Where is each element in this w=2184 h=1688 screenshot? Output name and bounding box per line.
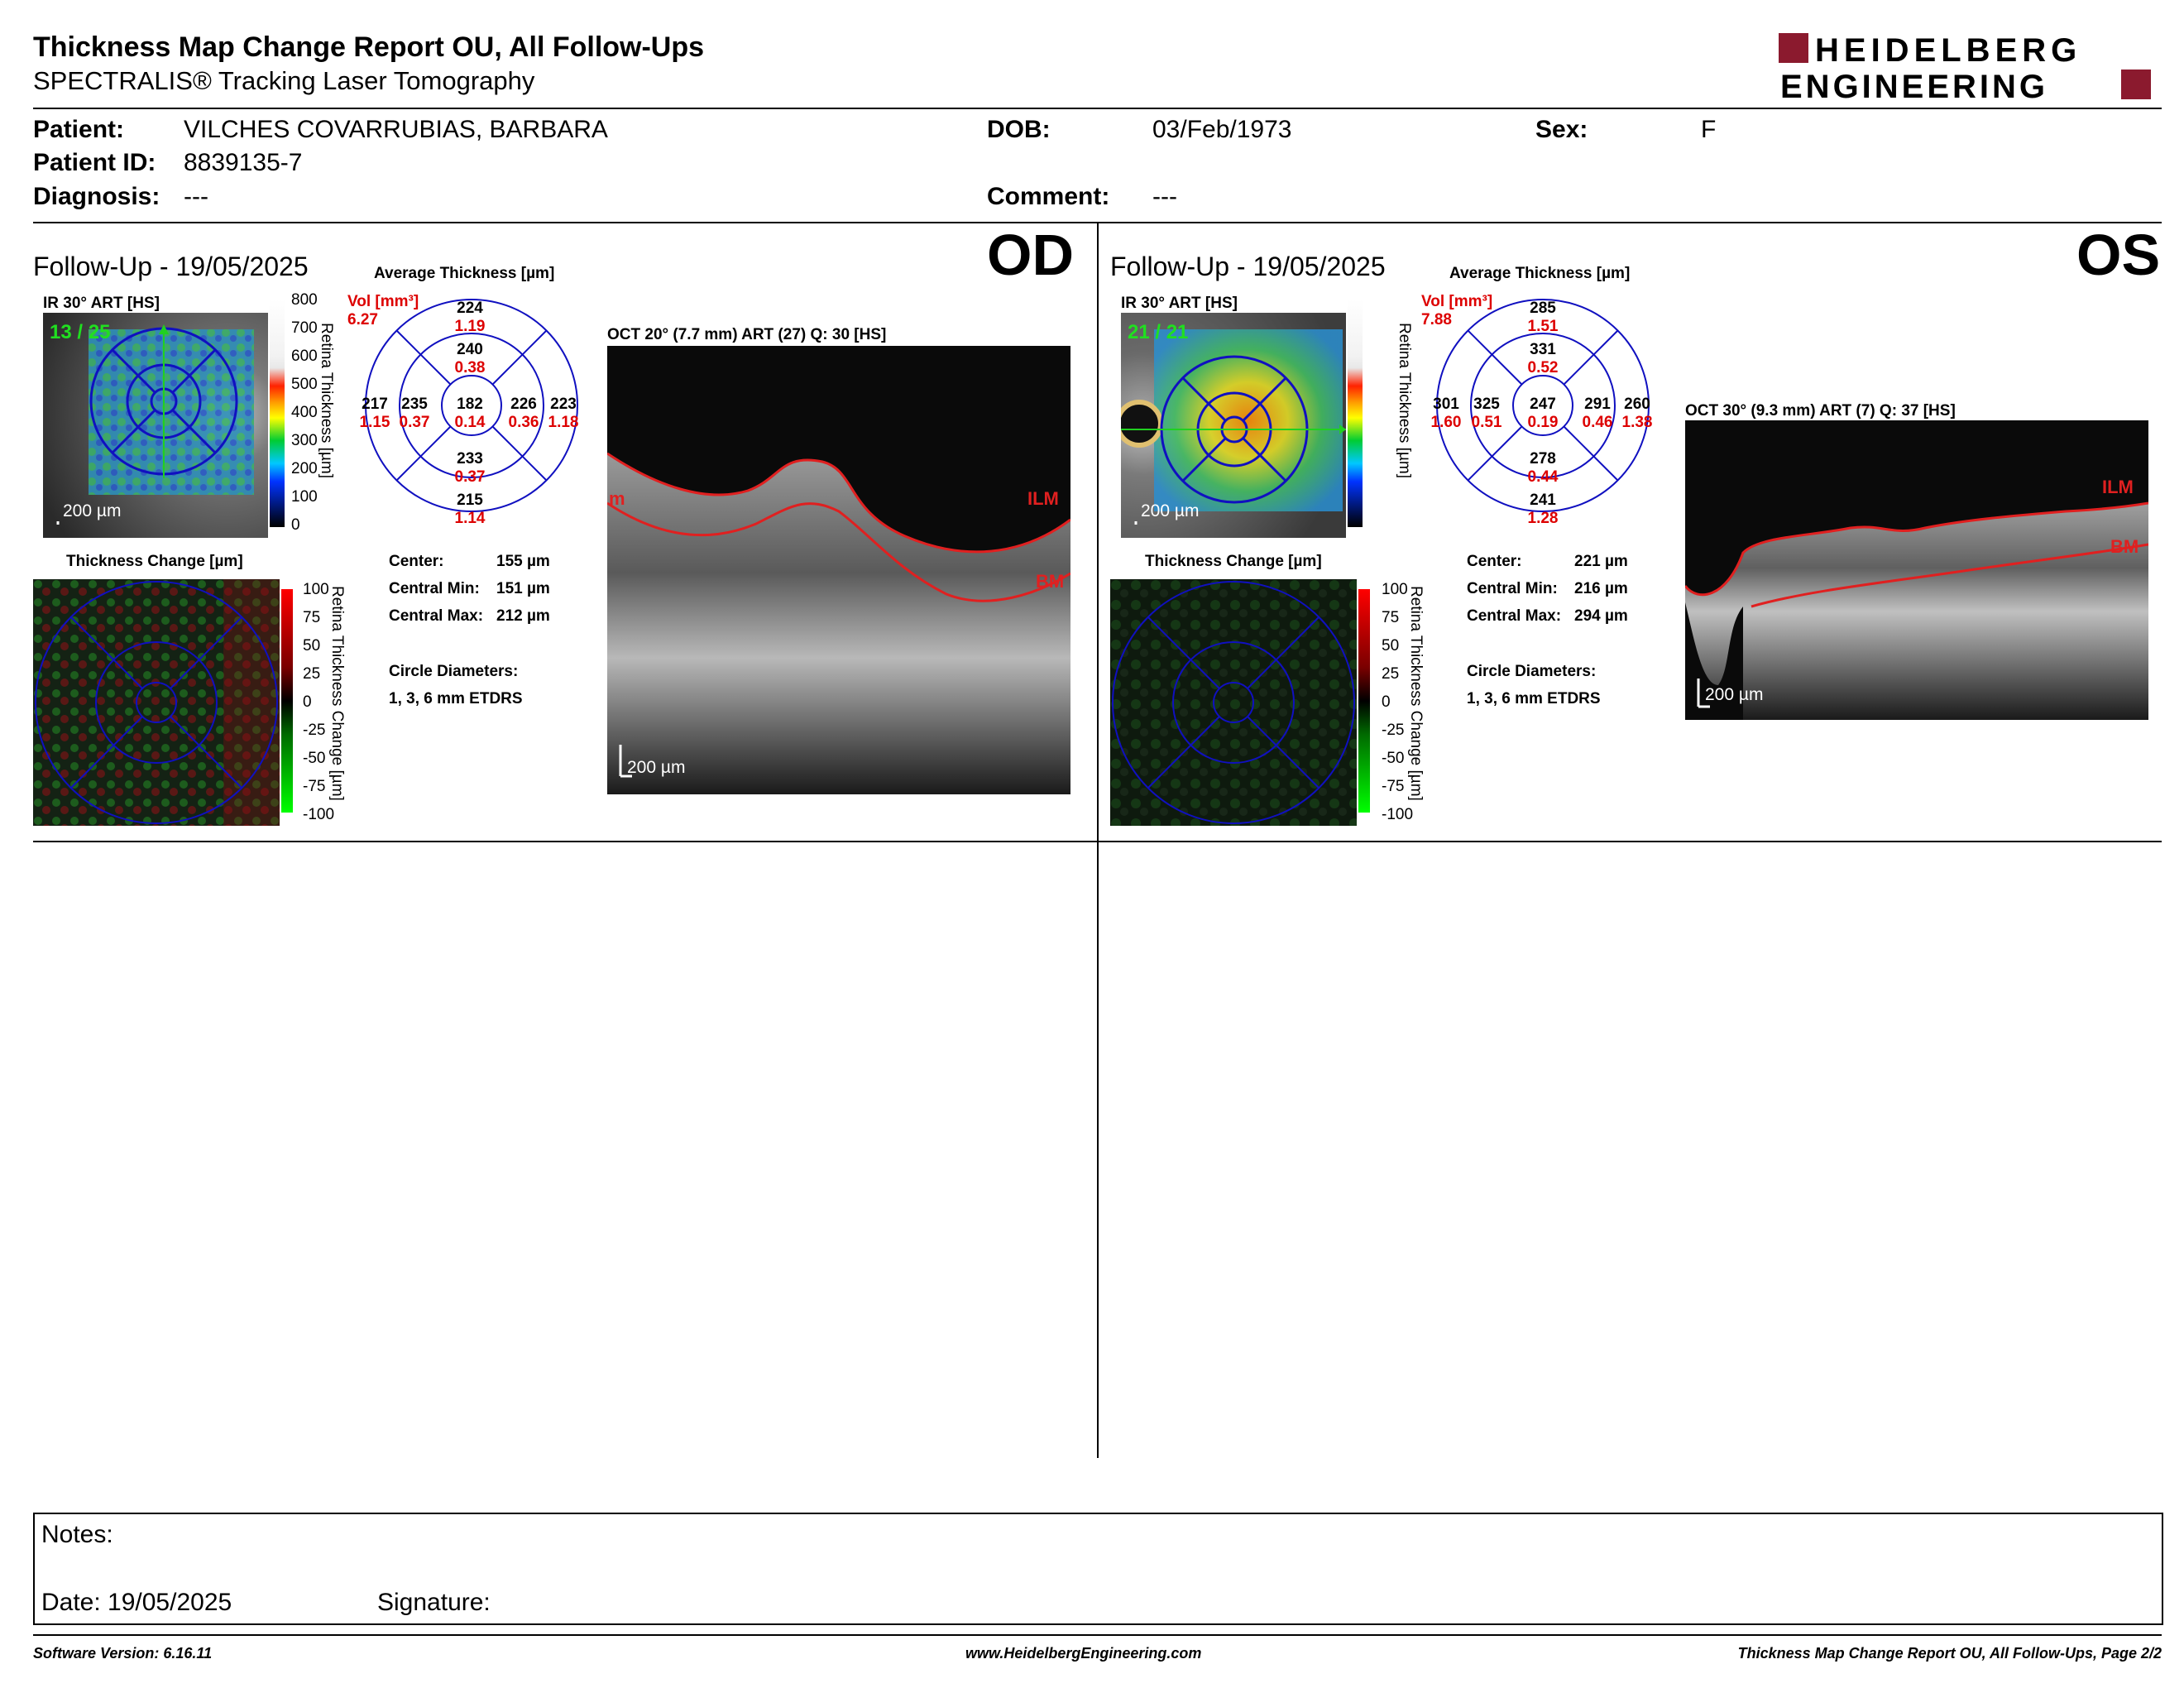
os-oct-bscan	[1685, 420, 2148, 720]
od-sector-outer-left: 217 1.15	[359, 396, 390, 431]
os-change-title: Thickness Change [µm]	[1145, 553, 1322, 570]
change-tick: 25	[1382, 665, 1400, 683]
change-tick: -100	[303, 806, 335, 823]
website-link[interactable]: www.HeidelbergEngineering.com	[965, 1645, 1202, 1662]
od-ir-scale: 200 µm	[63, 501, 122, 520]
os-sector-inner-bottom: 278 0.44	[1527, 450, 1559, 486]
os-sector-outer-left: 301 1.60	[1430, 396, 1462, 431]
od-circle-value: 1, 3, 6 mm ETDRS	[389, 690, 523, 707]
change-tick: 75	[303, 609, 321, 626]
od-min-value: 151 µm	[496, 580, 550, 597]
change-tick: 75	[1382, 609, 1400, 626]
thickness-tick: 400	[291, 404, 318, 421]
od-max-label: Central Max:	[389, 607, 484, 625]
thickness-tick: 700	[291, 319, 318, 337]
software-version: Software Version: 6.16.11	[33, 1645, 213, 1662]
os-oct-label: OCT 30° (9.3 mm) ART (7) Q: 37 [HS]	[1685, 402, 1956, 420]
os-center-value: 221 µm	[1574, 553, 1628, 570]
patient-label: Patient:	[33, 116, 125, 143]
page-info: Thickness Map Change Report OU, All Follow-Ups, Page 2/2	[1737, 1645, 2162, 1662]
change-tick: 100	[303, 581, 329, 598]
os-max-label: Central Max:	[1467, 607, 1562, 625]
os-change-map	[1110, 579, 1357, 826]
os-change-scale-title: Retina Thickness Change [µm]	[1407, 586, 1425, 801]
os-max-value: 294 µm	[1574, 607, 1628, 625]
od-change-title: Thickness Change [µm]	[66, 553, 243, 570]
os-min-label: Central Min:	[1467, 580, 1558, 597]
change-tick: 100	[1382, 581, 1408, 598]
diagnosis-label: Diagnosis:	[33, 183, 160, 210]
os-eye-label: OS	[2076, 223, 2161, 287]
notes-date: Date: 19/05/2025	[41, 1589, 232, 1616]
thickness-tick: 600	[291, 348, 318, 365]
footer-divider	[33, 1634, 2162, 1636]
os-circle-value: 1, 3, 6 mm ETDRS	[1467, 690, 1601, 707]
patient-id: 8839135-7	[184, 149, 303, 176]
os-ilm-label: ILM	[2102, 477, 2134, 497]
sex-label: Sex:	[1535, 116, 1588, 143]
thickness-tick: 0	[291, 516, 300, 534]
od-ir-label: IR 30° ART [HS]	[43, 295, 160, 312]
od-thickness-scale-title: Retina Thickness [µm]	[318, 323, 335, 478]
od-ilm-left-label: m	[609, 488, 625, 509]
os-thickness-scale-title: Retina Thickness [µm]	[1396, 323, 1413, 478]
os-section-bottom	[1099, 841, 2162, 842]
od-thickness-colorbar	[270, 300, 285, 527]
change-tick: -75	[1382, 778, 1405, 795]
od-sector-outer-right: 223 1.18	[548, 396, 579, 431]
od-change-scale-title: Retina Thickness Change [µm]	[328, 586, 346, 801]
od-ir-count: 13 / 25	[50, 321, 111, 343]
od-vol-label: Vol [mm³] 6.27	[347, 293, 419, 328]
od-ir-thickness-image	[43, 313, 268, 538]
comment-value: ---	[1152, 183, 1177, 210]
os-bm-label: BM	[2110, 536, 2139, 557]
os-center-label: Center:	[1467, 553, 1522, 570]
od-sector-inner-right: 226 0.36	[508, 396, 539, 431]
os-sector-inner-right: 291 0.46	[1582, 396, 1613, 431]
signature-label: Signature:	[377, 1589, 491, 1616]
change-tick: 0	[1382, 693, 1391, 711]
os-vol-label: Vol [mm³] 7.88	[1421, 293, 1493, 328]
change-tick: -100	[1382, 806, 1414, 823]
os-min-value: 216 µm	[1574, 580, 1628, 597]
dob-value: 03/Feb/1973	[1152, 116, 1292, 143]
os-ir-scale: 200 µm	[1141, 501, 1200, 520]
od-circle-label: Circle Diameters:	[389, 663, 519, 680]
od-change-colorbar	[281, 589, 293, 813]
notes-label: Notes:	[41, 1521, 113, 1548]
patient-id-label: Patient ID:	[33, 149, 156, 176]
od-oct-bscan	[607, 346, 1070, 794]
od-followup-date: Follow-Up - 19/05/2025	[33, 252, 309, 281]
os-ir-label: IR 30° ART [HS]	[1121, 295, 1238, 312]
thickness-tick: 200	[291, 460, 318, 477]
notes-box	[33, 1513, 2163, 1625]
od-vol-value: 6.27	[347, 311, 378, 328]
report-subtitle: SPECTRALIS® Tracking Laser Tomography	[33, 66, 535, 95]
os-sector-center: 247 0.19	[1527, 396, 1559, 431]
os-ir-thickness-image	[1121, 313, 1346, 538]
thickness-tick: 500	[291, 376, 318, 393]
os-followup-date: Follow-Up - 19/05/2025	[1110, 252, 1386, 281]
od-oct-scale: 200 µm	[627, 758, 686, 777]
report-title: Thickness Map Change Report OU, All Follow-Ups	[33, 31, 705, 63]
os-sector-outer-bottom: 241 1.28	[1527, 492, 1559, 527]
od-min-label: Central Min:	[389, 580, 480, 597]
od-sector-inner-bottom: 233 0.37	[454, 450, 486, 486]
os-sector-inner-top: 331 0.52	[1527, 341, 1559, 376]
os-sector-outer-right: 260 1.38	[1621, 396, 1653, 431]
change-tick: -25	[303, 722, 326, 739]
change-tick: -50	[303, 750, 326, 767]
od-sector-outer-bottom: 215 1.14	[454, 492, 486, 527]
os-sector-inner-left: 325 0.51	[1471, 396, 1502, 431]
od-sector-inner-left: 235 0.37	[399, 396, 430, 431]
logo-line1: HEIDELBERG	[1815, 32, 2082, 69]
od-max-value: 212 µm	[496, 607, 550, 625]
diagnosis-value: ---	[184, 183, 208, 210]
od-sector-inner-top: 240 0.38	[454, 341, 486, 376]
heidelberg-logo	[1779, 30, 2151, 104]
os-avg-title: Average Thickness [µm]	[1449, 265, 1631, 282]
od-change-map	[33, 579, 280, 826]
od-avg-title: Average Thickness [µm]	[374, 265, 555, 282]
thickness-tick: 100	[291, 488, 318, 506]
od-sector-center: 182 0.14	[454, 396, 486, 431]
os-thickness-colorbar	[1348, 300, 1363, 527]
os-vol-value: 7.88	[1421, 311, 1452, 328]
sex-value: F	[1701, 116, 1717, 143]
thickness-tick: 800	[291, 291, 318, 309]
thickness-tick: 300	[291, 432, 318, 449]
od-section-bottom	[33, 841, 1097, 842]
os-sector-outer-top: 285 1.51	[1527, 300, 1559, 335]
od-ilm-label: ILM	[1027, 488, 1059, 509]
change-tick: -75	[303, 778, 326, 795]
change-tick: -25	[1382, 722, 1405, 739]
od-sector-outer-top: 224 1.19	[454, 300, 486, 335]
logo-line2: ENGINEERING	[1780, 69, 2049, 104]
change-tick: 50	[303, 637, 321, 655]
dob-label: DOB:	[987, 116, 1051, 143]
change-tick: 50	[1382, 637, 1400, 655]
od-center-label: Center:	[389, 553, 444, 570]
os-circle-label: Circle Diameters:	[1467, 663, 1597, 680]
od-center-value: 155 µm	[496, 553, 550, 570]
os-ir-count: 21 / 21	[1128, 321, 1189, 343]
patient-name: VILCHES COVARRUBIAS, BARBARA	[184, 116, 608, 143]
change-tick: 0	[303, 693, 312, 711]
header-divider	[33, 108, 2162, 109]
od-bm-label: BM	[1036, 571, 1065, 592]
comment-label: Comment:	[987, 183, 1110, 210]
os-oct-scale: 200 µm	[1705, 685, 1764, 704]
change-tick: -50	[1382, 750, 1405, 767]
od-oct-label: OCT 20° (7.7 mm) ART (27) Q: 30 [HS]	[607, 326, 887, 343]
change-tick: 25	[303, 665, 321, 683]
os-change-colorbar	[1358, 589, 1370, 813]
od-eye-label: OD	[987, 223, 1074, 287]
